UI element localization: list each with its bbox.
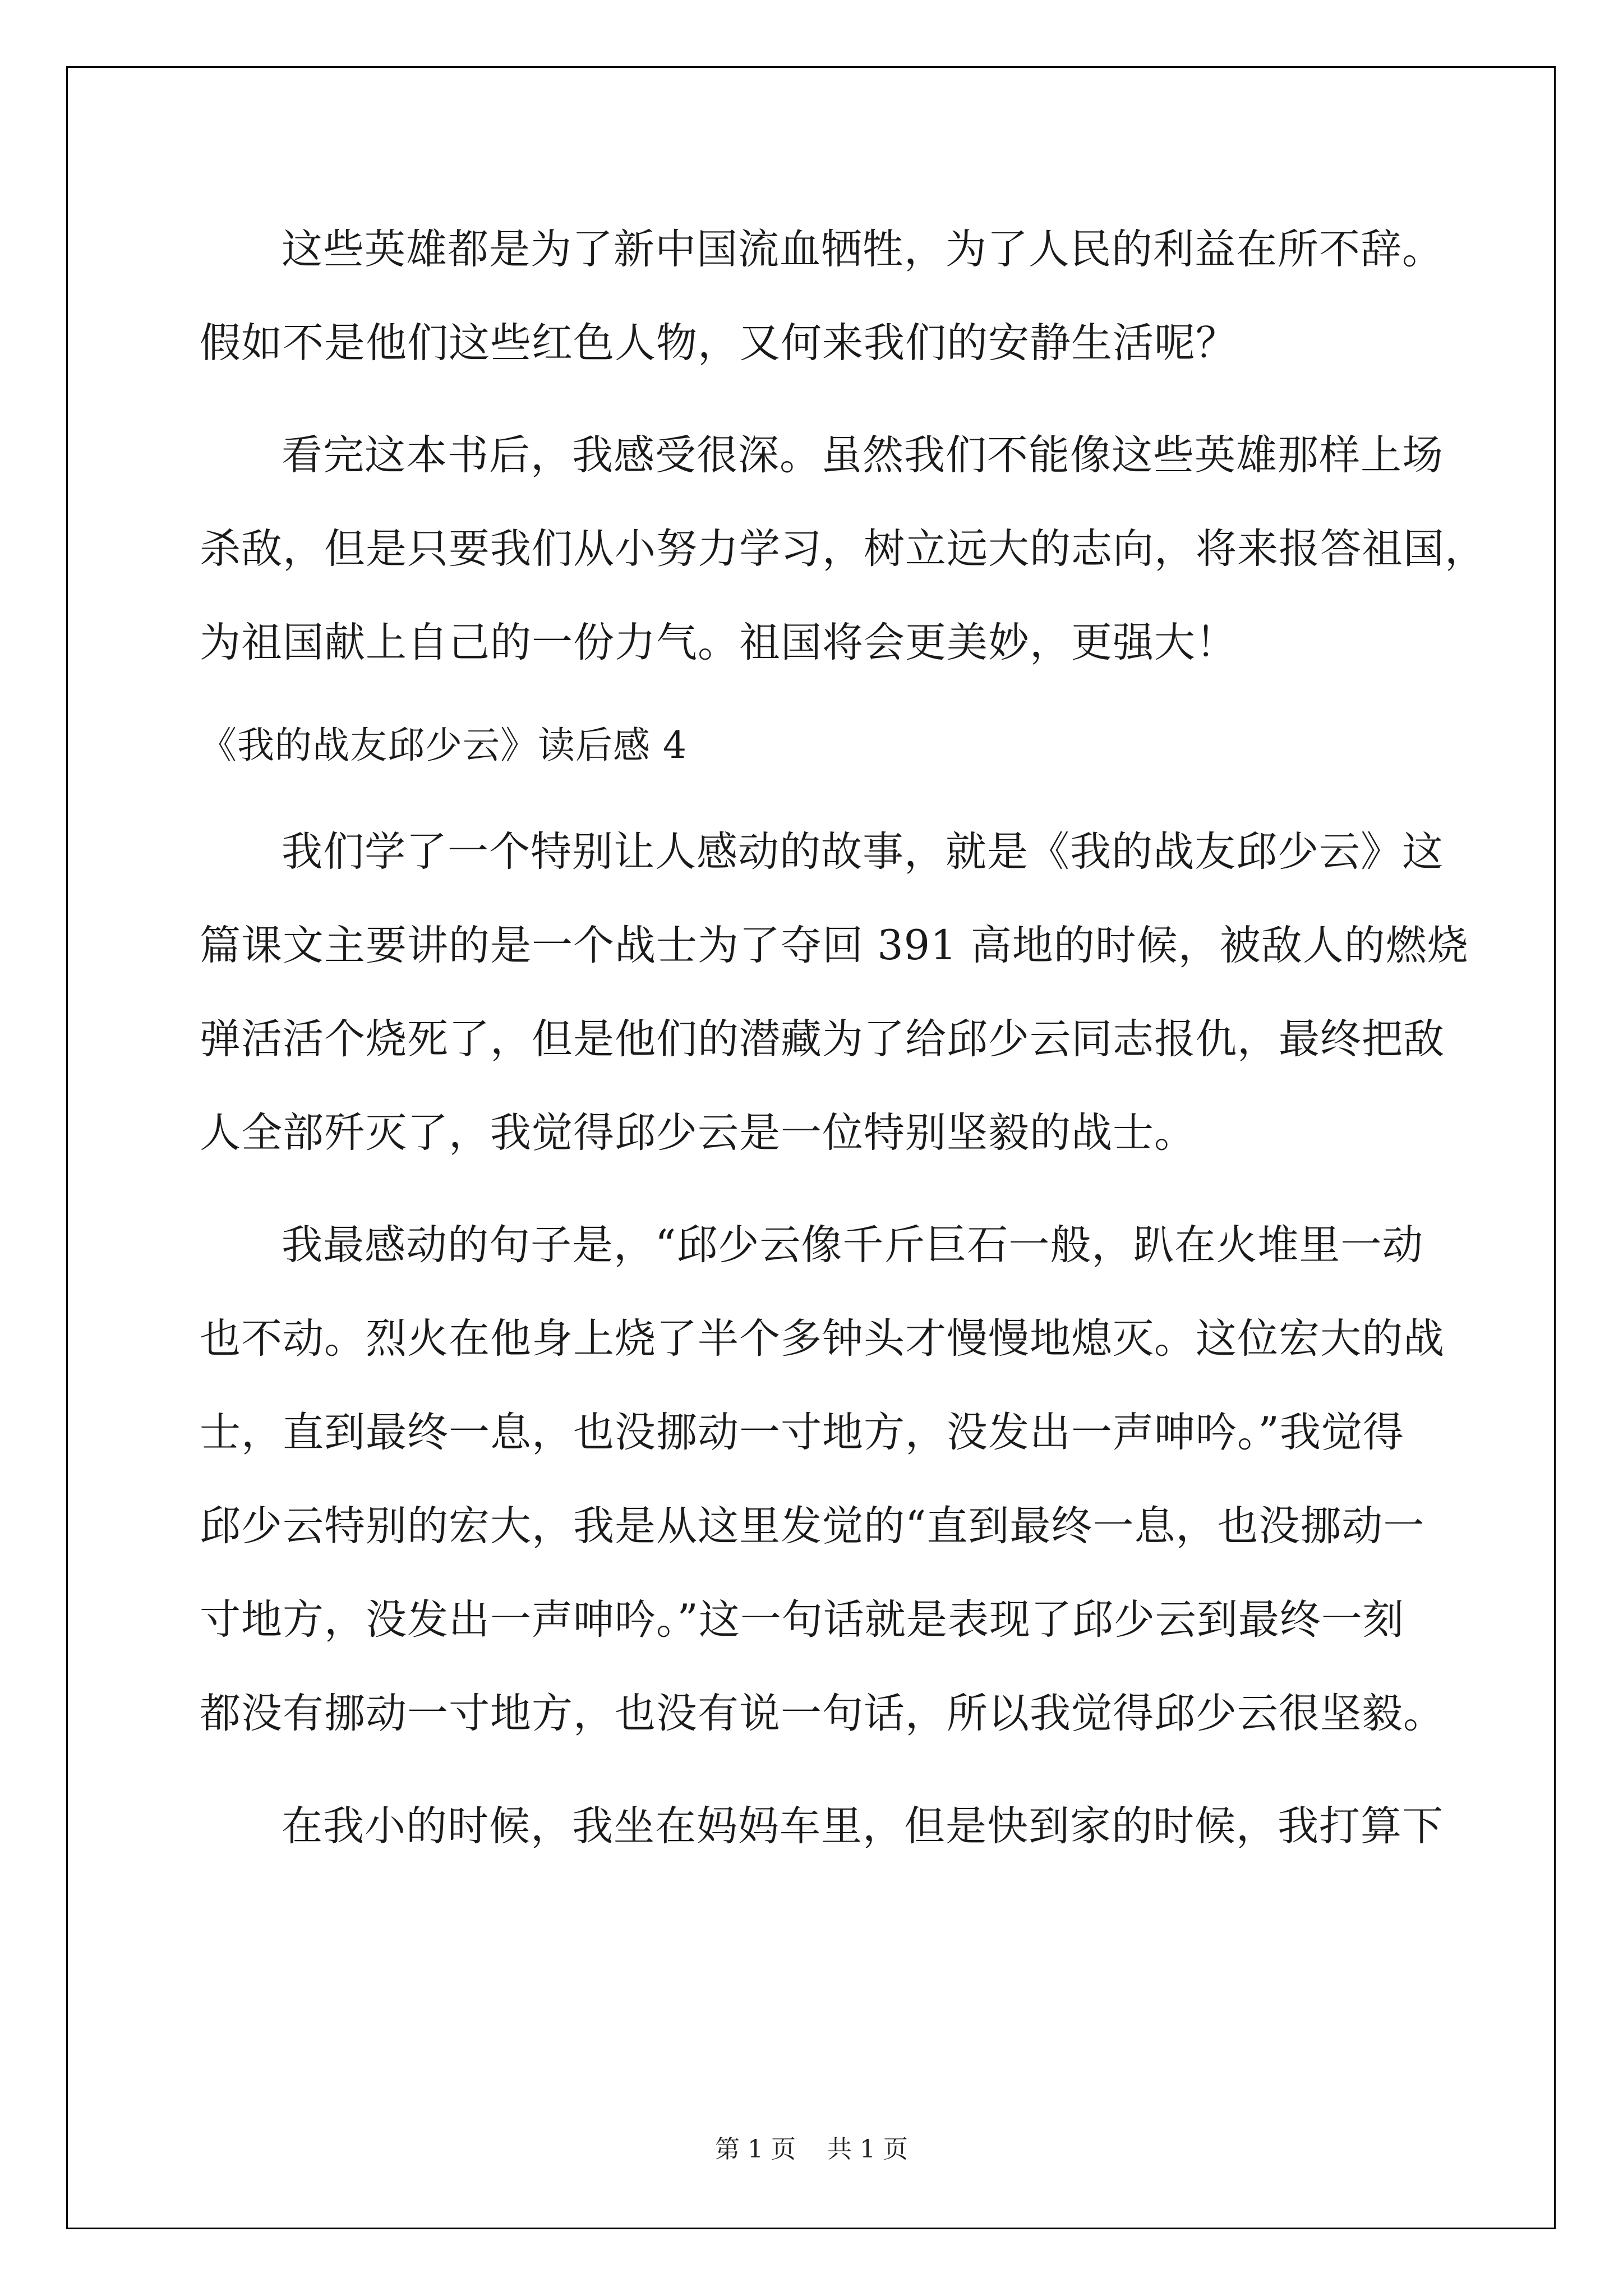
text-line: 寸地方，没发出一声呻吟。”这一句话就是表现了邱少云到最终一刻 [200, 1596, 1404, 1644]
text-line: 人全部歼灭了，我觉得邱少云是一位特别坚毅的战士。 [200, 1109, 1196, 1157]
page-footer: 第 1 页 共 1 页 [715, 2135, 908, 2164]
text-line: 为祖国献上自己的一份力气。祖国将会更美妙，更强大！ [200, 619, 1237, 666]
text-line: 我最感动的句子是，“邱少云像千斤巨石一般，趴在火堆里一动 [282, 1221, 1424, 1269]
text-line: 篇课文主要讲的是一个战士为了夺回 391 高地的时候，被敌人的燃烧 [200, 922, 1469, 969]
text-line: 士，直到最终一息，也没挪动一寸地方，没发出一声呻吟。”我觉得 [200, 1409, 1404, 1456]
text-line: 这些英雄都是为了新中国流血牺牲，为了人民的利益在所不辞。 [282, 226, 1444, 273]
text-line: 杀敌，但是只要我们从小努力学习，树立远大的志向，将来报答祖国， [200, 525, 1486, 573]
text-line: 都没有挪动一寸地方，也没有说一句话，所以我觉得邱少云很坚毅。 [200, 1690, 1445, 1737]
text-line: 看完这本书后，我感受很深。虽然我们不能像这些英雄那样上场 [282, 431, 1444, 479]
text-line: 我们学了一个特别让人感动的故事，就是《我的战友邱少云》这 [282, 828, 1444, 876]
text-line: 弹活活个烧死了，但是他们的潜藏为了给邱少云同志报仇，最终把敌 [200, 1015, 1445, 1063]
text-line: 也不动。烈火在他身上烧了半个多钟头才慢慢地熄灭。这位宏大的战 [200, 1315, 1445, 1363]
text-line: 假如不是他们这些红色人物，又何来我们的安静生活呢？ [200, 319, 1237, 367]
text-line: 邱少云特别的宏大，我是从这里发觉的“直到最终一息，也没挪动一 [200, 1502, 1425, 1550]
section-heading: 《我的战友邱少云》读后感 4 [200, 724, 687, 767]
text-line: 在我小的时候，我坐在妈妈车里，但是快到家的时候，我打算下 [282, 1802, 1444, 1850]
